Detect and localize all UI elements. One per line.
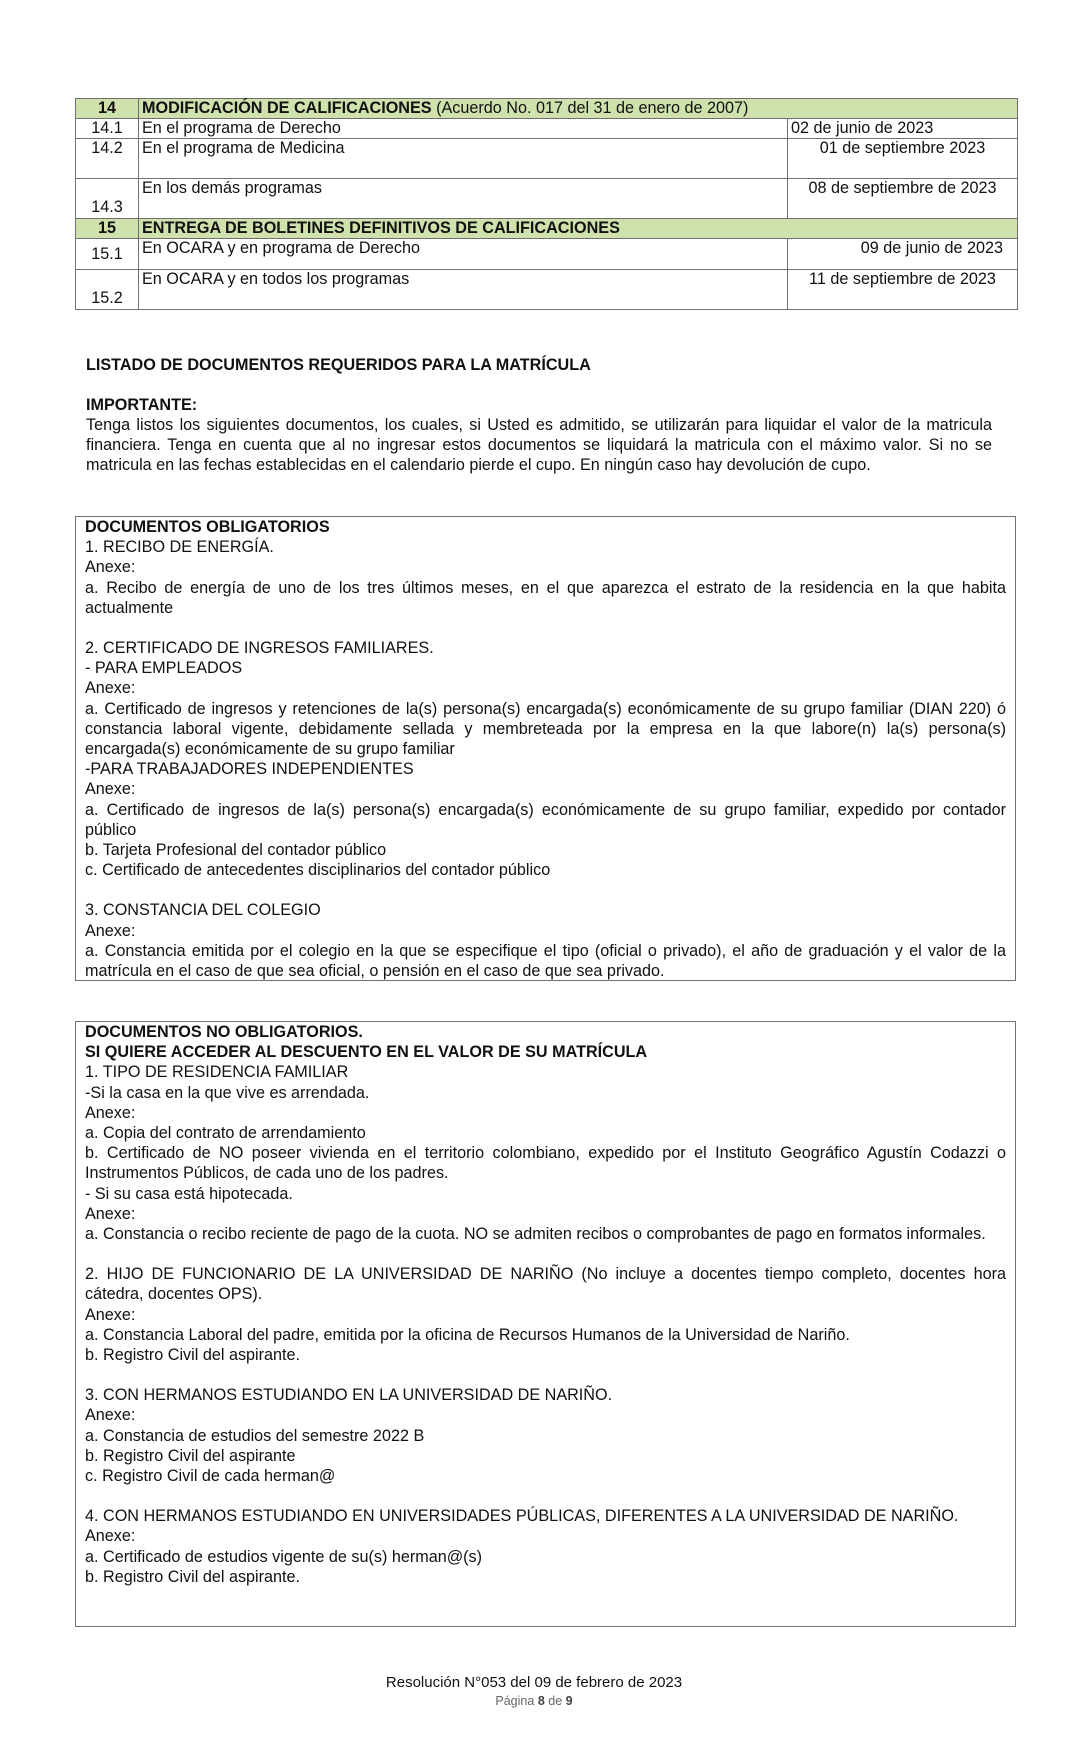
row-date: 11 de septiembre de 2023 (788, 270, 1018, 310)
row-date: 09 de junio de 2023 (788, 239, 1018, 270)
annex-label: Anexe: (85, 780, 136, 799)
subsection-title: - PARA EMPLEADOS (85, 659, 243, 678)
row-description: En OCARA y en todos los programas (139, 270, 788, 310)
list-item: a. Constancia o recibo reciente de pago de la cuota. NO se admiten recibos o comprobantes de pago en formatos informales. (85, 1225, 986, 1244)
row-number: 15.2 (76, 270, 139, 310)
section-title: 3. CONSTANCIA DEL COLEGIO (85, 901, 321, 920)
annex-label: Anexe: (85, 921, 136, 940)
page-number (0, 1694, 1068, 1708)
section-title: 2. CERTIFICADO DE INGRESOS FAMILIARES. (85, 639, 434, 658)
list-item: a. Copia del contrato de arrendamiento (85, 1124, 366, 1143)
list-item: a. Constancia de estudios del semestre 2022 B (85, 1426, 425, 1445)
list-item: b. Registro Civil del aspirante. (85, 1567, 301, 1586)
annex-label: Anexe: (85, 558, 136, 577)
section-note: (Acuerdo No. 017 del 31 de enero de 2007) (431, 99, 749, 117)
box-subtitle: SI QUIERE ACCEDER AL DESCUENTO EN EL VALOR DE SU MATRÍCULA (85, 1043, 648, 1062)
important-label: IMPORTANTE: (86, 396, 198, 414)
subsection-title: - Si su casa está hipotecada. (85, 1184, 293, 1203)
list-item: b. Certificado de NO poseer vivienda en el territorio colombiano, expedido por el Instituto Geográfico Agustín Codazzi o Instrumentos Públicos, de cada uno de los padres. (85, 1144, 1006, 1183)
list-item: c. Certificado de antecedentes disciplinarios del contador público (85, 861, 551, 880)
row-date: 01 de septiembre 2023 (788, 139, 1018, 179)
section-title: 1. TIPO DE RESIDENCIA FAMILIAR (85, 1063, 349, 1082)
list-item: b. Tarjeta Profesional del contador público (85, 841, 387, 860)
row-number: 14.3 (76, 179, 139, 219)
list-item: b. Registro Civil del aspirante. (85, 1346, 301, 1365)
section-title: ENTREGA DE BOLETINES DEFINITIVOS DE CALIFICACIONES (139, 219, 1018, 239)
row-description: En el programa de Medicina (139, 139, 788, 179)
row-date: 02 de junio de 2023 (788, 119, 1018, 139)
table-row (76, 139, 1018, 179)
list-item: a. Constancia emitida por el colegio en la que se especifique el tipo (oficial o privado), el año de graduación y el valor de la matrícula en el caso de que sea oficial, o pensión en el caso de que sea privado. (85, 941, 1006, 981)
table-row (76, 239, 1018, 270)
list-item: a. Certificado de estudios vigente de su(s) herman@(s) (85, 1547, 483, 1566)
row-number: 14.1 (76, 119, 139, 139)
row-number: 15.1 (76, 239, 139, 270)
annex-label: Anexe: (85, 1406, 136, 1425)
section-title: 3. CON HERMANOS ESTUDIANDO EN LA UNIVERSIDAD DE NARIÑO. (85, 1386, 613, 1405)
section-title: 1. RECIBO DE ENERGÍA. (85, 538, 274, 557)
row-description: En OCARA y en programa de Derecho (139, 239, 788, 270)
page-of: de (548, 1694, 563, 1708)
annex-label: Anexe: (85, 1527, 136, 1546)
section-title: MODIFICACIÓN DE CALIFICACIONES (Acuerdo No. 017 del 31 de enero de 2007) (139, 99, 1018, 119)
important-text: Tenga listos los siguientes documentos, los cuales, si Usted es admitido, se utilizarán para liquidar el valor de la matricula financiera. Tenga en cuenta que al no ingresar estos documentos se liquidará la matricula con el máximo valor. Si no se matricula en las fechas establecidas en el calendario pierde el cupo. En ningún caso hay devolución de cupo. (86, 416, 992, 474)
annex-label: Anexe: (85, 1204, 136, 1223)
annex-label: Anexe: (85, 679, 136, 698)
resolution-text: Resolución N°053 del 09 de febrero de 2023 (385, 1674, 683, 1691)
documents-heading: LISTADO DE DOCUMENTOS REQUERIDOS PARA LA MATRÍCULA (86, 356, 591, 374)
row-date: 08 de septiembre de 2023 (788, 179, 1018, 219)
row-description: En el programa de Derecho (139, 119, 788, 139)
section-title: 2. HIJO DE FUNCIONARIO DE LA UNIVERSIDAD DE NARIÑO (No incluye a docentes tiempo completo, docentes hora cátedra, docentes OPS). (85, 1265, 1006, 1304)
list-item: c. Registro Civil de cada herman@ (85, 1467, 336, 1486)
section-title: 4. CON HERMANOS ESTUDIANDO EN UNIVERSIDADES PÚBLICAS, DIFERENTES A LA UNIVERSIDAD DE NARIÑO. (85, 1507, 959, 1526)
mandatory-documents-box (75, 516, 1016, 981)
row-number: 15 (76, 219, 139, 239)
box-title: DOCUMENTOS OBLIGATORIOS (85, 518, 330, 536)
box-title: DOCUMENTOS NO OBLIGATORIOS. (85, 1023, 363, 1041)
page-word: Página (495, 1694, 535, 1708)
table-row (76, 119, 1018, 139)
list-item: a. Recibo de energía de uno de los tres últimos meses, en el que aparezca el estrato de la residencia en la que habita actualmente (85, 578, 1006, 617)
list-item: a. Certificado de ingresos y retenciones de la(s) persona(s) encargada(s) económicamente de su grupo familiar (DIAN 220) ó constancia laboral vigente, debidamente sellada y membreteada por la empresa en la que labore(n) la(s) persona(s) encargada(s) económicamente de su grupo familiar (85, 699, 1006, 759)
important-notice (86, 395, 992, 475)
page-current: 8 (537, 1694, 545, 1708)
annex-label: Anexe: (85, 1305, 136, 1324)
table-row (76, 179, 1018, 219)
row-number: 14.2 (76, 139, 139, 179)
row-number: 14 (76, 99, 139, 119)
row-description: En los demás programas (139, 179, 788, 219)
table-row (76, 270, 1018, 310)
calendar-table (75, 98, 1018, 310)
page-total: 9 (565, 1694, 573, 1708)
subsection-title: -Si la casa en la que vive es arrendada. (85, 1083, 370, 1102)
list-item: b. Registro Civil del aspirante (85, 1446, 296, 1465)
list-item: a. Certificado de ingresos de la(s) persona(s) encargada(s) económicamente de su grupo familiar, expedido por contador público (85, 800, 1006, 839)
annex-label: Anexe: (85, 1103, 136, 1122)
list-item: a. Constancia Laboral del padre, emitida por la oficina de Recursos Humanos de la Universidad de Nariño. (85, 1325, 850, 1344)
subsection-title: -PARA TRABAJADORES INDEPENDIENTES (85, 760, 414, 779)
table-row (76, 99, 1018, 119)
optional-documents-box (75, 1021, 1016, 1627)
table-row (76, 219, 1018, 239)
